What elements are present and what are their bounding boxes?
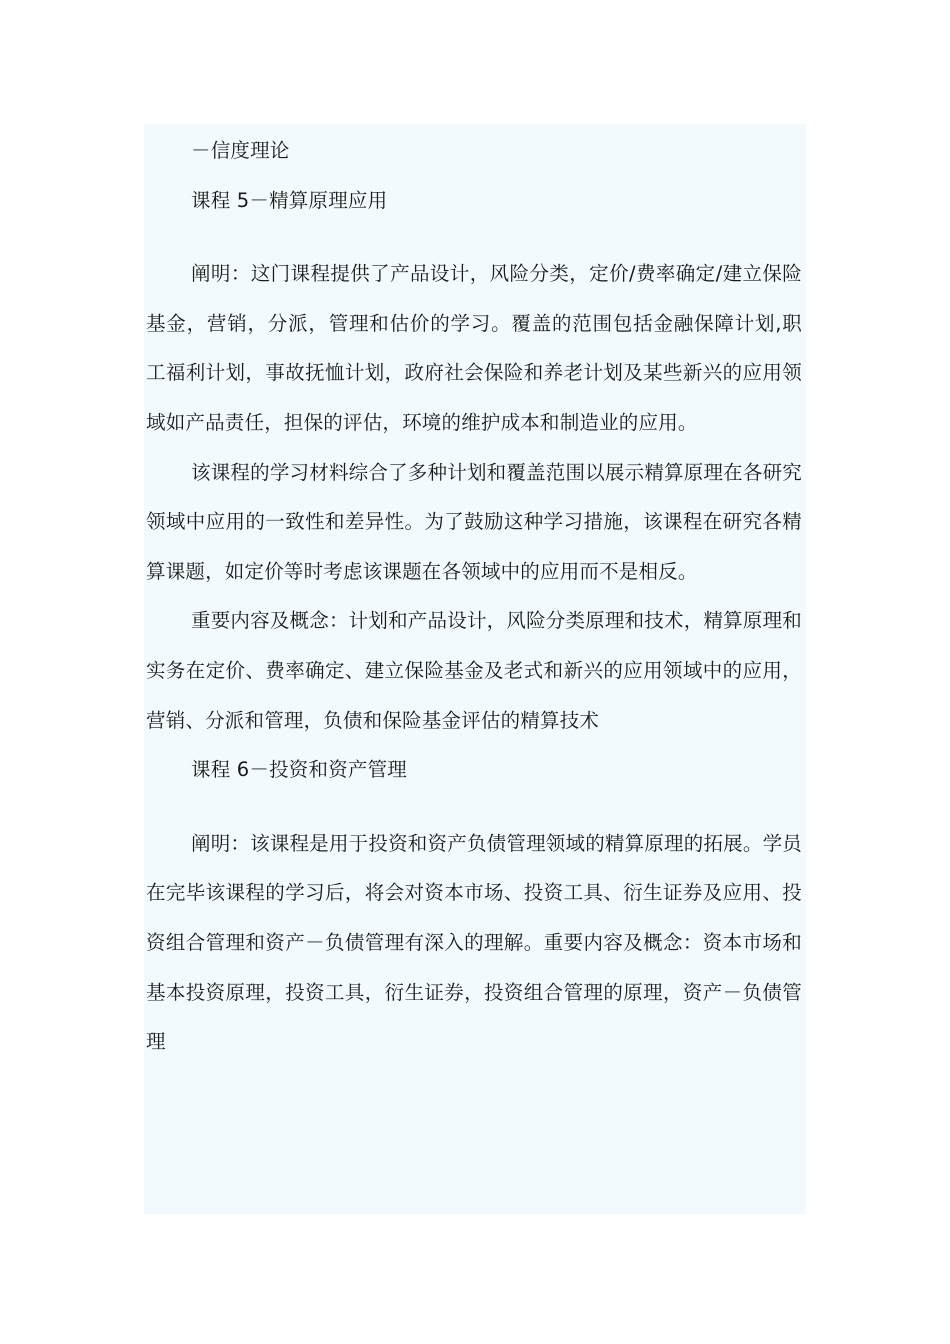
- paragraph-credibility-theory: －信度理论: [191, 139, 290, 162]
- paragraph-course-5-description: 阐明：这门课程提供了产品设计，风险分类，定价/费率确定/建立保险基金，营销，分派，管理和估价的学习。覆盖的范围包括金融保障计划,职工福利计划，事故抚恤计划，政府社会保险和养老计划及某些新兴的应用领域如产品责任，担保的评估，环境的维护成本和制造业的应用。: [146, 262, 802, 434]
- document-body: [146, 126, 802, 1067]
- paragraph-course-5-materials: 该课程的学习材料综合了多种计划和覆盖范围以展示精算原理在各研究领域中应用的一致性和差异性。为了鼓励这种学习措施，该课程在研究各精算课题，如定价等时考虑该课题在各领域中的应用而不是相反。: [146, 460, 802, 583]
- paragraph-course-5-key-concepts: 重要内容及概念：计划和产品设计，风险分类原理和技术，精算原理和实务在定价、费率确定、建立保险基金及老式和新兴的应用领域中的应用，营销、分派和管理，负债和保险基金评估的精算技术: [146, 609, 802, 732]
- paragraph-course-6-description: 阐明：该课程是用于投资和资产负债管理领域的精算原理的拓展。学员在完毕该课程的学习后，将会对资本市场、投资工具、衍生证券及应用、投资组合管理和资产－负债管理有深入的理解。重要内容及概念：资本市场和基本投资原理，投资工具，衍生证券，投资组合管理的原理，资产－负债管理: [146, 831, 802, 1054]
- heading-course-5: 课程 5－精算原理应用: [191, 188, 388, 212]
- heading-course-6: 课程 6－投资和资产管理: [191, 758, 408, 782]
